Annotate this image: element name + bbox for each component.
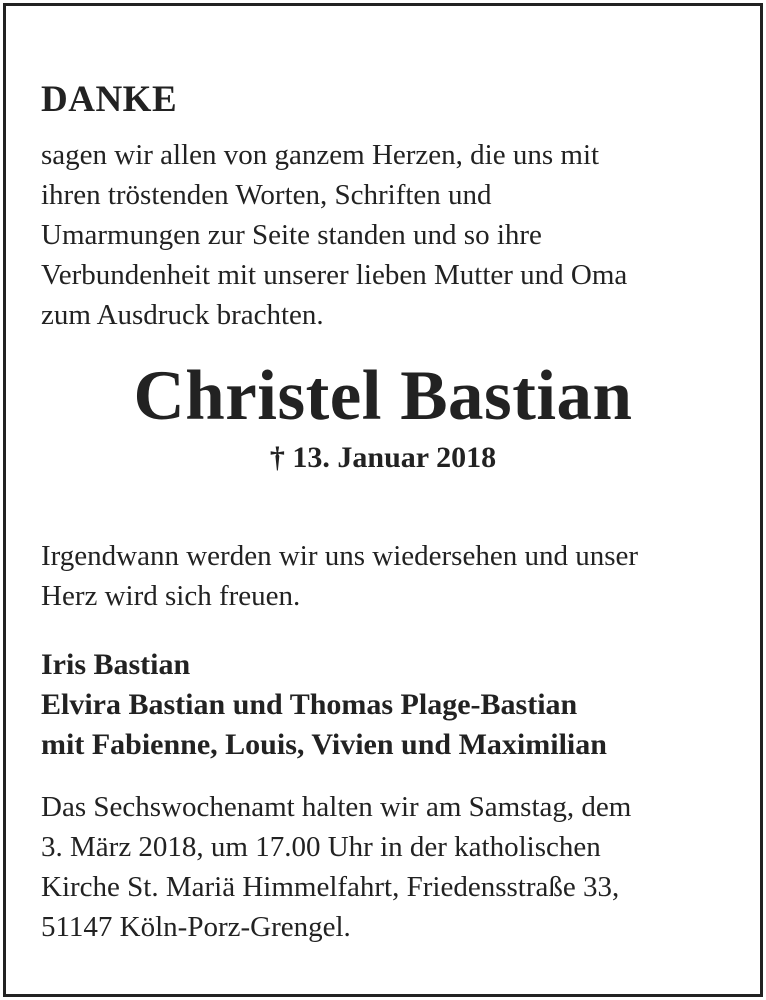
service-line: 3. März 2018, um 17.00 Uhr in der katholischen [41, 831, 601, 863]
intro-line: Verbundenheit mit unserer lieben Mutter und Oma [41, 259, 628, 291]
intro-line: Umarmungen zur Seite standen und so ihre [41, 219, 542, 251]
mourner-line: Iris Bastian [41, 648, 191, 681]
service-info [41, 787, 631, 947]
service-line: Das Sechswochenamt halten wir am Samstag, dem [41, 791, 632, 823]
intro-line: zum Ausdruck brachten. [41, 299, 324, 331]
quote-line: Herz wird sich freuen. [41, 580, 301, 612]
intro-line: sagen wir allen von ganzem Herzen, die uns mit [41, 139, 600, 171]
quote-text [41, 536, 638, 616]
notice-frame [3, 3, 763, 997]
thanks-intro-text [41, 135, 627, 335]
mourner-line: Elvira Bastian und Thomas Plage-Bastian [41, 688, 578, 721]
intro-line: ihren tröstenden Worten, Schriften und [41, 179, 492, 211]
mourner-line: mit Fabienne, Louis, Vivien und Maximilian [41, 728, 607, 761]
quote-line: Irgendwann werden wir uns wiedersehen und unser [41, 540, 639, 572]
service-line: Kirche St. Mariä Himmelfahrt, Friedensstraße 33, [41, 871, 620, 903]
service-line: 51147 Köln-Porz-Grengel. [41, 911, 351, 943]
thanks-heading: DANKE [41, 79, 178, 120]
mourners-list [41, 645, 607, 765]
deceased-name: Christel Bastian [133, 357, 633, 435]
death-date: † 13. Januar 2018 [269, 441, 497, 474]
